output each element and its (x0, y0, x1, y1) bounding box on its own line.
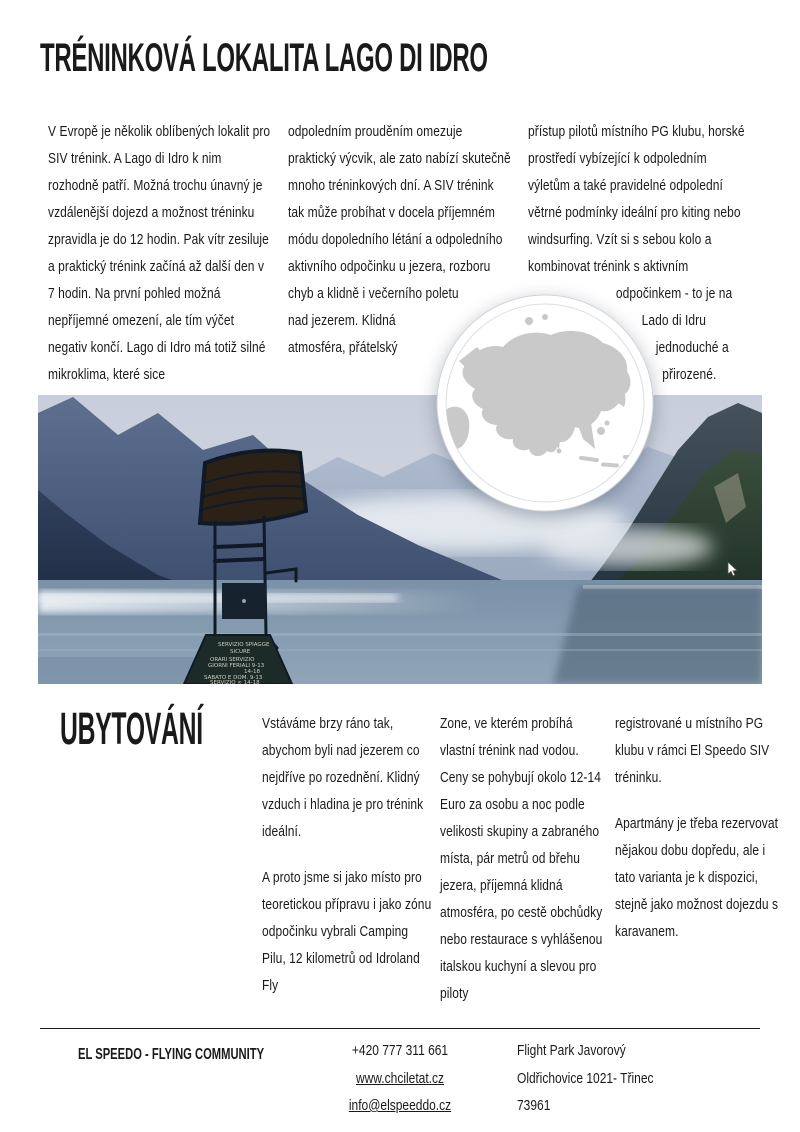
accommodation-heading: UBYTOVÁNÍ (60, 703, 203, 754)
intro-paragraph: odpoledním prouděním omezuje praktický výcvik, ale zato nabízí skutečně mnoho tréninkových dní. A SIV trénink tak může probíhat v docela příjemném módu dopoledního létání a odpoledního aktivního odpočinku u jezera, rozboru chyb a klidně i večerního poletu nad jezerem. Klidná atmosféra, přátelský (288, 123, 511, 356)
footer-email-link[interactable]: info@elspeeddo.cz (348, 1097, 452, 1114)
chalk-line: GIORNI FERIALI 9-13 (208, 663, 265, 669)
footer-phone: +420 777 311 661 (351, 1042, 449, 1059)
chalk-line: SICURE (230, 649, 251, 655)
accommodation-paragraph: Vstáváme brzy ráno tak, abychom byli nad jezerem co nejdříve po rozednění. Klidný vzduch i hladina je pro trénink ideální. (262, 715, 424, 840)
chalk-line: ORARI SERVIZIO (210, 657, 255, 663)
accommodation-paragraph: registrované u místního PG klubu v rámci El Speedo SIV tréninku. (615, 715, 770, 786)
photo-lake (38, 580, 762, 684)
chalk-line: 14-18 (244, 669, 260, 675)
accommodation-column-3 (615, 710, 785, 1000)
footer-website-link[interactable]: www.chciletat.cz (355, 1069, 445, 1087)
intro-column-1 (48, 118, 272, 418)
page-title: TRÉNINKOVÁ LOKALITA LAGO DI IDRO (40, 36, 488, 80)
globe-icon (433, 291, 657, 515)
accommodation-paragraph: A proto jsme si jako místo pro teoretickou přípravu i jako zónu odpočinku vybrali Camping Pilu, 12 kilometrů od Idroland Fly (262, 869, 432, 994)
footer-brand: EL SPEEDO - FLYING COMMUNITY (78, 1046, 265, 1063)
footer-address (517, 1037, 693, 1120)
footer-divider (40, 1028, 760, 1029)
footer-address-line: Oldřichovice 1021- Třinec (517, 1069, 654, 1087)
accommodation-column-1 (262, 710, 432, 1000)
footer-contact (330, 1037, 470, 1120)
chalk-line: SERVIZIO SPIAGGE (218, 642, 270, 648)
footer-address-line: Flight Park Javorový (517, 1042, 626, 1059)
mouse-cursor (727, 561, 739, 578)
intro-paragraph: přístup pilotů místního PG klubu, horské prostředí vybízející k odpoledním výletům a také pravidelné odpolední větrné podmínky ideální pro kiting nebo windsurfing. Vzít si s sebou kolo a kombinovat trénink s aktivním odpočinkem - to je na Lado di Idru jednoduché a přirozené. (528, 123, 745, 383)
accommodation-column-2 (440, 710, 610, 1020)
chalk-line: SABATO E DOM. 9-13 (204, 675, 263, 681)
accommodation-paragraph: Apartmány je třeba rezervovat nějakou dobu dopředu, ale i tato varianta je k dispozici, stejně jako možnost dojezdu s karavanem. (615, 815, 779, 940)
intro-paragraph: V Evropě je několik oblíbených lokalit pro SIV trénink. A Lago di Idro k nim rozhodně patří. Možná trochu únavný je vzdálenější dojezd a možnost tréninku zpravidla je do 12 hodin. Pak vítr zesiluje a praktický trénink začíná až další den v 7 hodin. Na první pohled možná nepříjemné omezení, ale tím výčet negativ končí. Lago di Idro má totiž silné mikroklima, které sice (48, 123, 271, 383)
footer-address-line: 73961 (517, 1097, 551, 1114)
accommodation-paragraph: Zone, ve kterém probíhá vlastní trénink nad vodou. Ceny se pohybují okolo 12-14 Euro za osobu a noc podle velikosti skupiny a zabraného místa, pár metrů od břehu jezera, příjemná klidná atmosféra, po cestě obchůdky nebo restaurace s vyhlášenou italskou kuchyní a slevou pro piloty (440, 715, 603, 1002)
chalk-line: SERVIZIO ∞ 14-18 (210, 680, 260, 684)
